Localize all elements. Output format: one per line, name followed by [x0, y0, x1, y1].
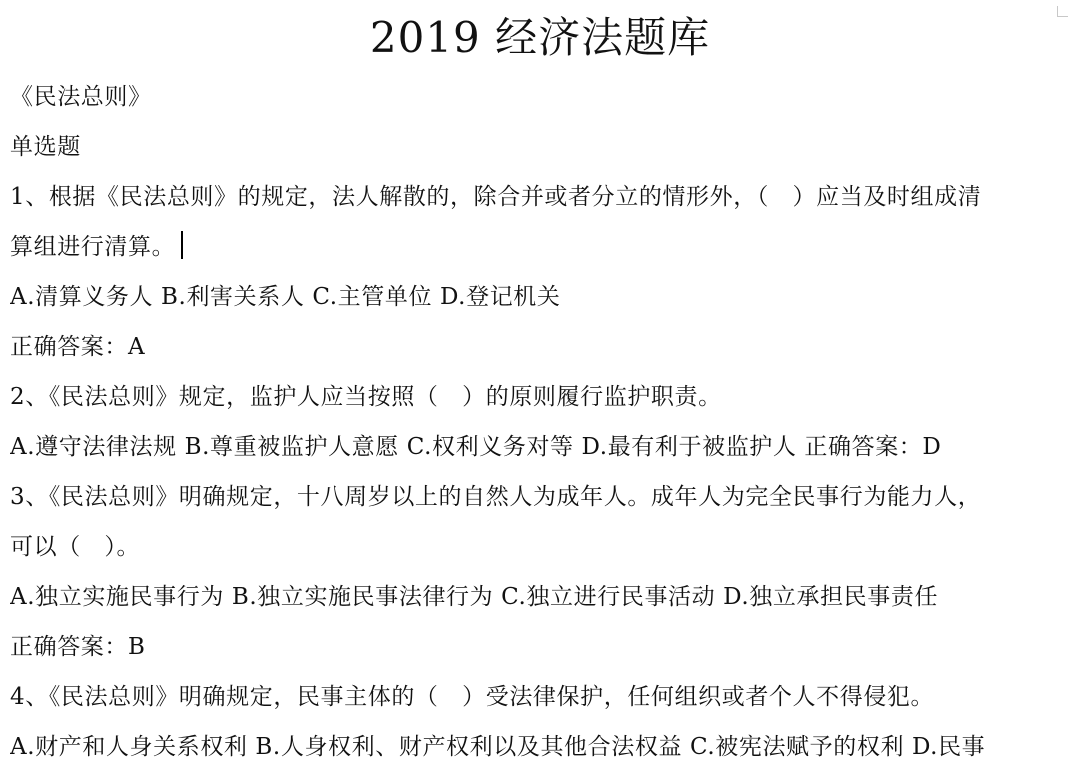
question-4-options: A.财产和人身关系权利 B.人身权利、财产权利以及其他合法权益 C.被宪法赋予的权利 D.民事 — [10, 734, 986, 760]
question-1-options: A.清算义务人 B.利害关系人 C.主管单位 D.登记机关 — [10, 284, 561, 310]
text-cursor — [181, 231, 183, 259]
question-3-answer: 正确答案：B — [10, 634, 146, 660]
question-1-text-continued-label: 算组进行清算。 — [10, 234, 176, 260]
question-2-options-and-answer: A.遵守法律法规 B.尊重被监护人意愿 C.权利义务对等 D.最有利于被监护人 正确答案：D — [10, 434, 942, 460]
question-2-text: 2、《民法总则》规定，监护人应当按照（ ）的原则履行监护职责。 — [10, 384, 722, 410]
question-3-text-continued: 可以（ ）。 — [10, 534, 141, 560]
question-type-heading: 单选题 — [10, 134, 81, 160]
section-heading: 《民法总则》 — [10, 84, 152, 110]
question-1-answer: 正确答案：A — [10, 334, 146, 360]
question-1-text: 1、根据《民法总则》的规定，法人解散的，除合并或者分立的情形外，（ ）应当及时组成清 — [10, 184, 982, 210]
question-4-text: 4、《民法总则》明确规定，民事主体的（ ）受法律保护，任何组织或者个人不得侵犯。 — [10, 684, 935, 710]
question-3-options: A.独立实施民事行为 B.独立实施民事法律行为 C.独立进行民事活动 D.独立承担民事责任 — [10, 584, 939, 610]
document-title: 2019 经济法题库 — [369, 13, 711, 62]
document-body[interactable] — [10, 72, 1072, 772]
question-3-text: 3、《民法总则》明确规定，十八周岁以上的自然人为成年人。成年人为完全民事行为能力人， — [10, 484, 982, 510]
question-1-text-continued — [10, 222, 1072, 272]
